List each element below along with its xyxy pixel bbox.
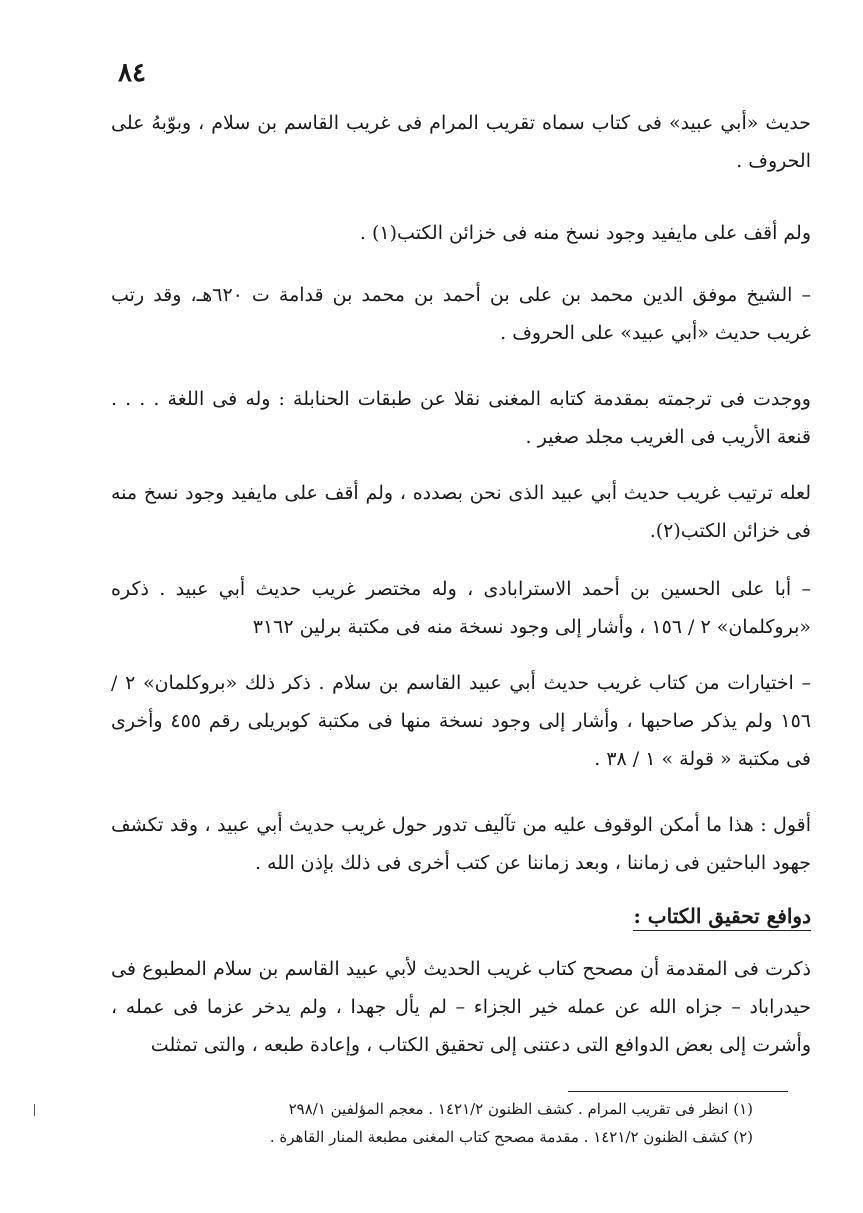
paragraph-7: – اختيارات من كتاب غريب حديث أبي عبيد القاسم بن سلام . ذكر ذلك «بروكلمان» ٢ / ١٥٦ ولم يذكر صاحبها ، وأشار إلى وجود نسخة منها فى مكتبة كوبريلى رقم ٤٥٥ وأخرى فى مكتبة « قولة » ١ / ٣٨ . [111,672,812,770]
footnote-1: (١) انظر فى تقريب المرام . كشف الظنون ١٤٢١/٢ . معجم المؤلفين ٢٩٨/١ [288,1100,753,1118]
paragraph-5: لعله ترتيب غريب حديث أبي عبيد الذى نحن بصدده ، ولم أقف على مايفيد وجود نسخ منه فى خزائن الكتب(٢). [111,482,811,542]
margin-mark [34,1104,35,1116]
paragraph-1: حديث «أبي عبيد» فى كتاب سماه تقريب المرام فى غريب القاسم بن سلام ، وبوّبهُ على الحروف . [111,112,811,172]
page-number: ٨٤ [118,58,146,88]
paragraph-4: ووجدت فى ترجمته بمقدمة كتابه المغنى نقلا عن طبقات الحنابلة : وله فى اللغة . . . . قنعة الأريب فى الغريب مجلد صغير . [111,388,811,448]
paragraph-8: أقول : هذا ما أمكن الوقوف عليه من تآليف تدور حول غريب حديث أبي عبيد ، وقد تكشف جهود الباحثين فى زماننا ، وبعد زماننا عن كتب أخرى فى ذلك بإذن الله . [111,814,811,874]
footnote-divider [568,1091,788,1092]
paragraph-2: ولم أقف على مايفيد وجود نسخ منه فى خزائن الكتب(١) . [359,222,811,244]
section-heading: دوافع تحقيق الكتاب : [633,904,811,931]
paragraph-6: – أبا على الحسين بن أحمد الاسترابادى ، وله مختصر غريب حديث أبي عبيد . ذكره «بروكلمان» ٢ / ١٥٦ ، وأشار إلى وجود نسخة منه فى مكتبة برلين ٣١٦٢ [111,578,811,638]
paragraph-3: – الشيخ موفق الدين محمد بن على بن أحمد بن محمد بن قدامة ت ٦٢٠هـ، وقد رتب غريب حديث «أبي عبيد» على الحروف . [111,284,811,344]
footnote-2: (٢) كشف الظنون ١٤٢١/٢ . مقدمة مصحح كتاب المغنى مطبعة المنار القاهرة . [269,1128,753,1146]
paragraph-9: ذكرت فى المقدمة أن مصحح كتاب غريب الحديث لأبي عبيد القاسم بن سلام المطبوع فى حيدراباد – جزاه الله عن عمله خير الجزاء – لم يأل جهدا ، ولم يدخر عزما فى عمله ، وأشرت إلى بعض الدوافع التى دعتنى إلى تحقيق الكتاب ، وإعادة طبعه ، والتى تمثلت [111,958,811,1056]
